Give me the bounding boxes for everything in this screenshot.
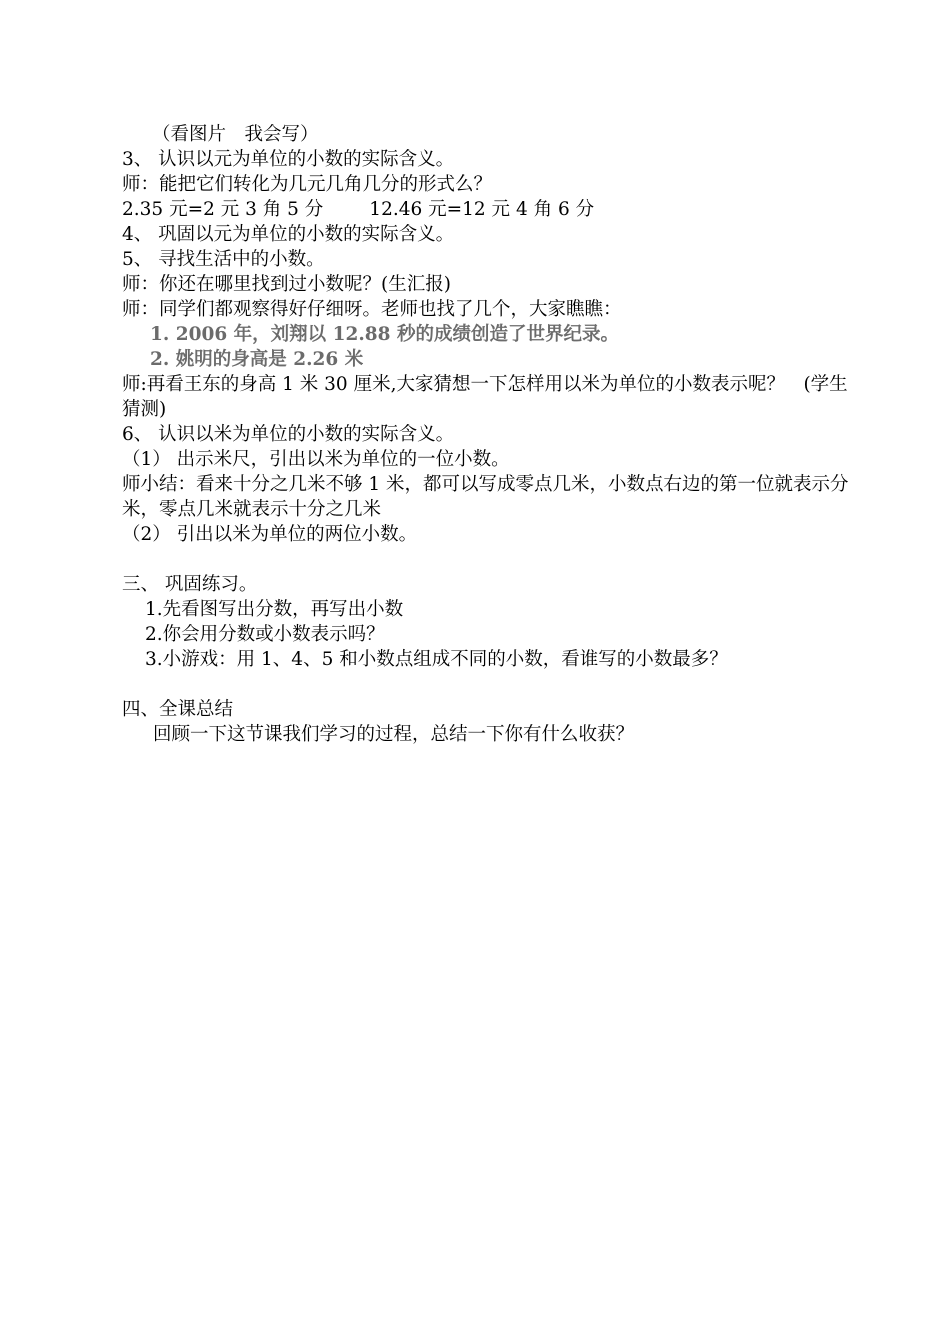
spacer [122,672,852,697]
teacher-question-convert: 师：能把它们转化为几元几角几分的形式么？ [122,174,493,195]
exercise-3: 3.小游戏：用 1、4、5 和小数点组成不同的小数，看谁写的小数最多？ [145,649,728,670]
exercise-1: 1.先看图写出分数，再写出小数 [145,599,404,620]
section-4-heading: 4、 巩固以元为单位的小数的实际含义。 [122,224,455,245]
part-4-heading: 四、全课总结 [122,699,234,720]
step-2: （2） 引出以米为单位的两位小数。 [122,524,418,545]
example-liuxiang: 1. 2006 年，刘翔以 12.88 秒的成绩创造了世界纪录。 [150,324,619,345]
conversion-example-1: 2.35 元=2 元 3 角 5 分 [122,199,324,220]
picture-writing-note: （看图片 我会写） [152,124,319,145]
teacher-question-find: 师：你还在哪里找到过小数呢？(生汇报) [122,274,451,295]
section-3-heading: 3、 认识以元为单位的小数的实际含义。 [122,149,455,170]
teacher-summary: 师小结：看来十分之几米不够 1 米，都可以写成零点几米，小数点右边的第一位就表示分米，零点几米就表示十分之几米 [122,474,849,520]
conversion-example-2: 12.46 元=12 元 4 角 6 分 [369,199,595,220]
teacher-question-wangdong: 师:再看王东的身高 1 米 30 厘米,大家猜想一下怎样用以米为单位的小数表示呢？ (学生猜测) [122,374,848,420]
conversion-examples [122,197,852,222]
document-page [122,122,852,747]
spacer [122,547,852,572]
step-1: （1） 出示米尺，引出以米为单位的一位小数。 [122,449,510,470]
section-5-heading: 5、 寻找生活中的小数。 [122,249,325,270]
example-yaoming: 2. 姚明的身高是 2.26 米 [150,349,364,370]
part-3-heading: 三、 巩固练习。 [122,574,258,595]
teacher-remark-observe: 师：同学们都观察得好仔细呀。老师也找了几个，大家瞧瞧： [122,299,622,320]
exercise-2: 2.你会用分数或小数表示吗？ [145,624,385,645]
section-6-heading: 6、 认识以米为单位的小数的实际含义。 [122,424,455,445]
summary-text: 回顾一下这节课我们学习的过程，总结一下你有什么收获？ [153,724,635,745]
